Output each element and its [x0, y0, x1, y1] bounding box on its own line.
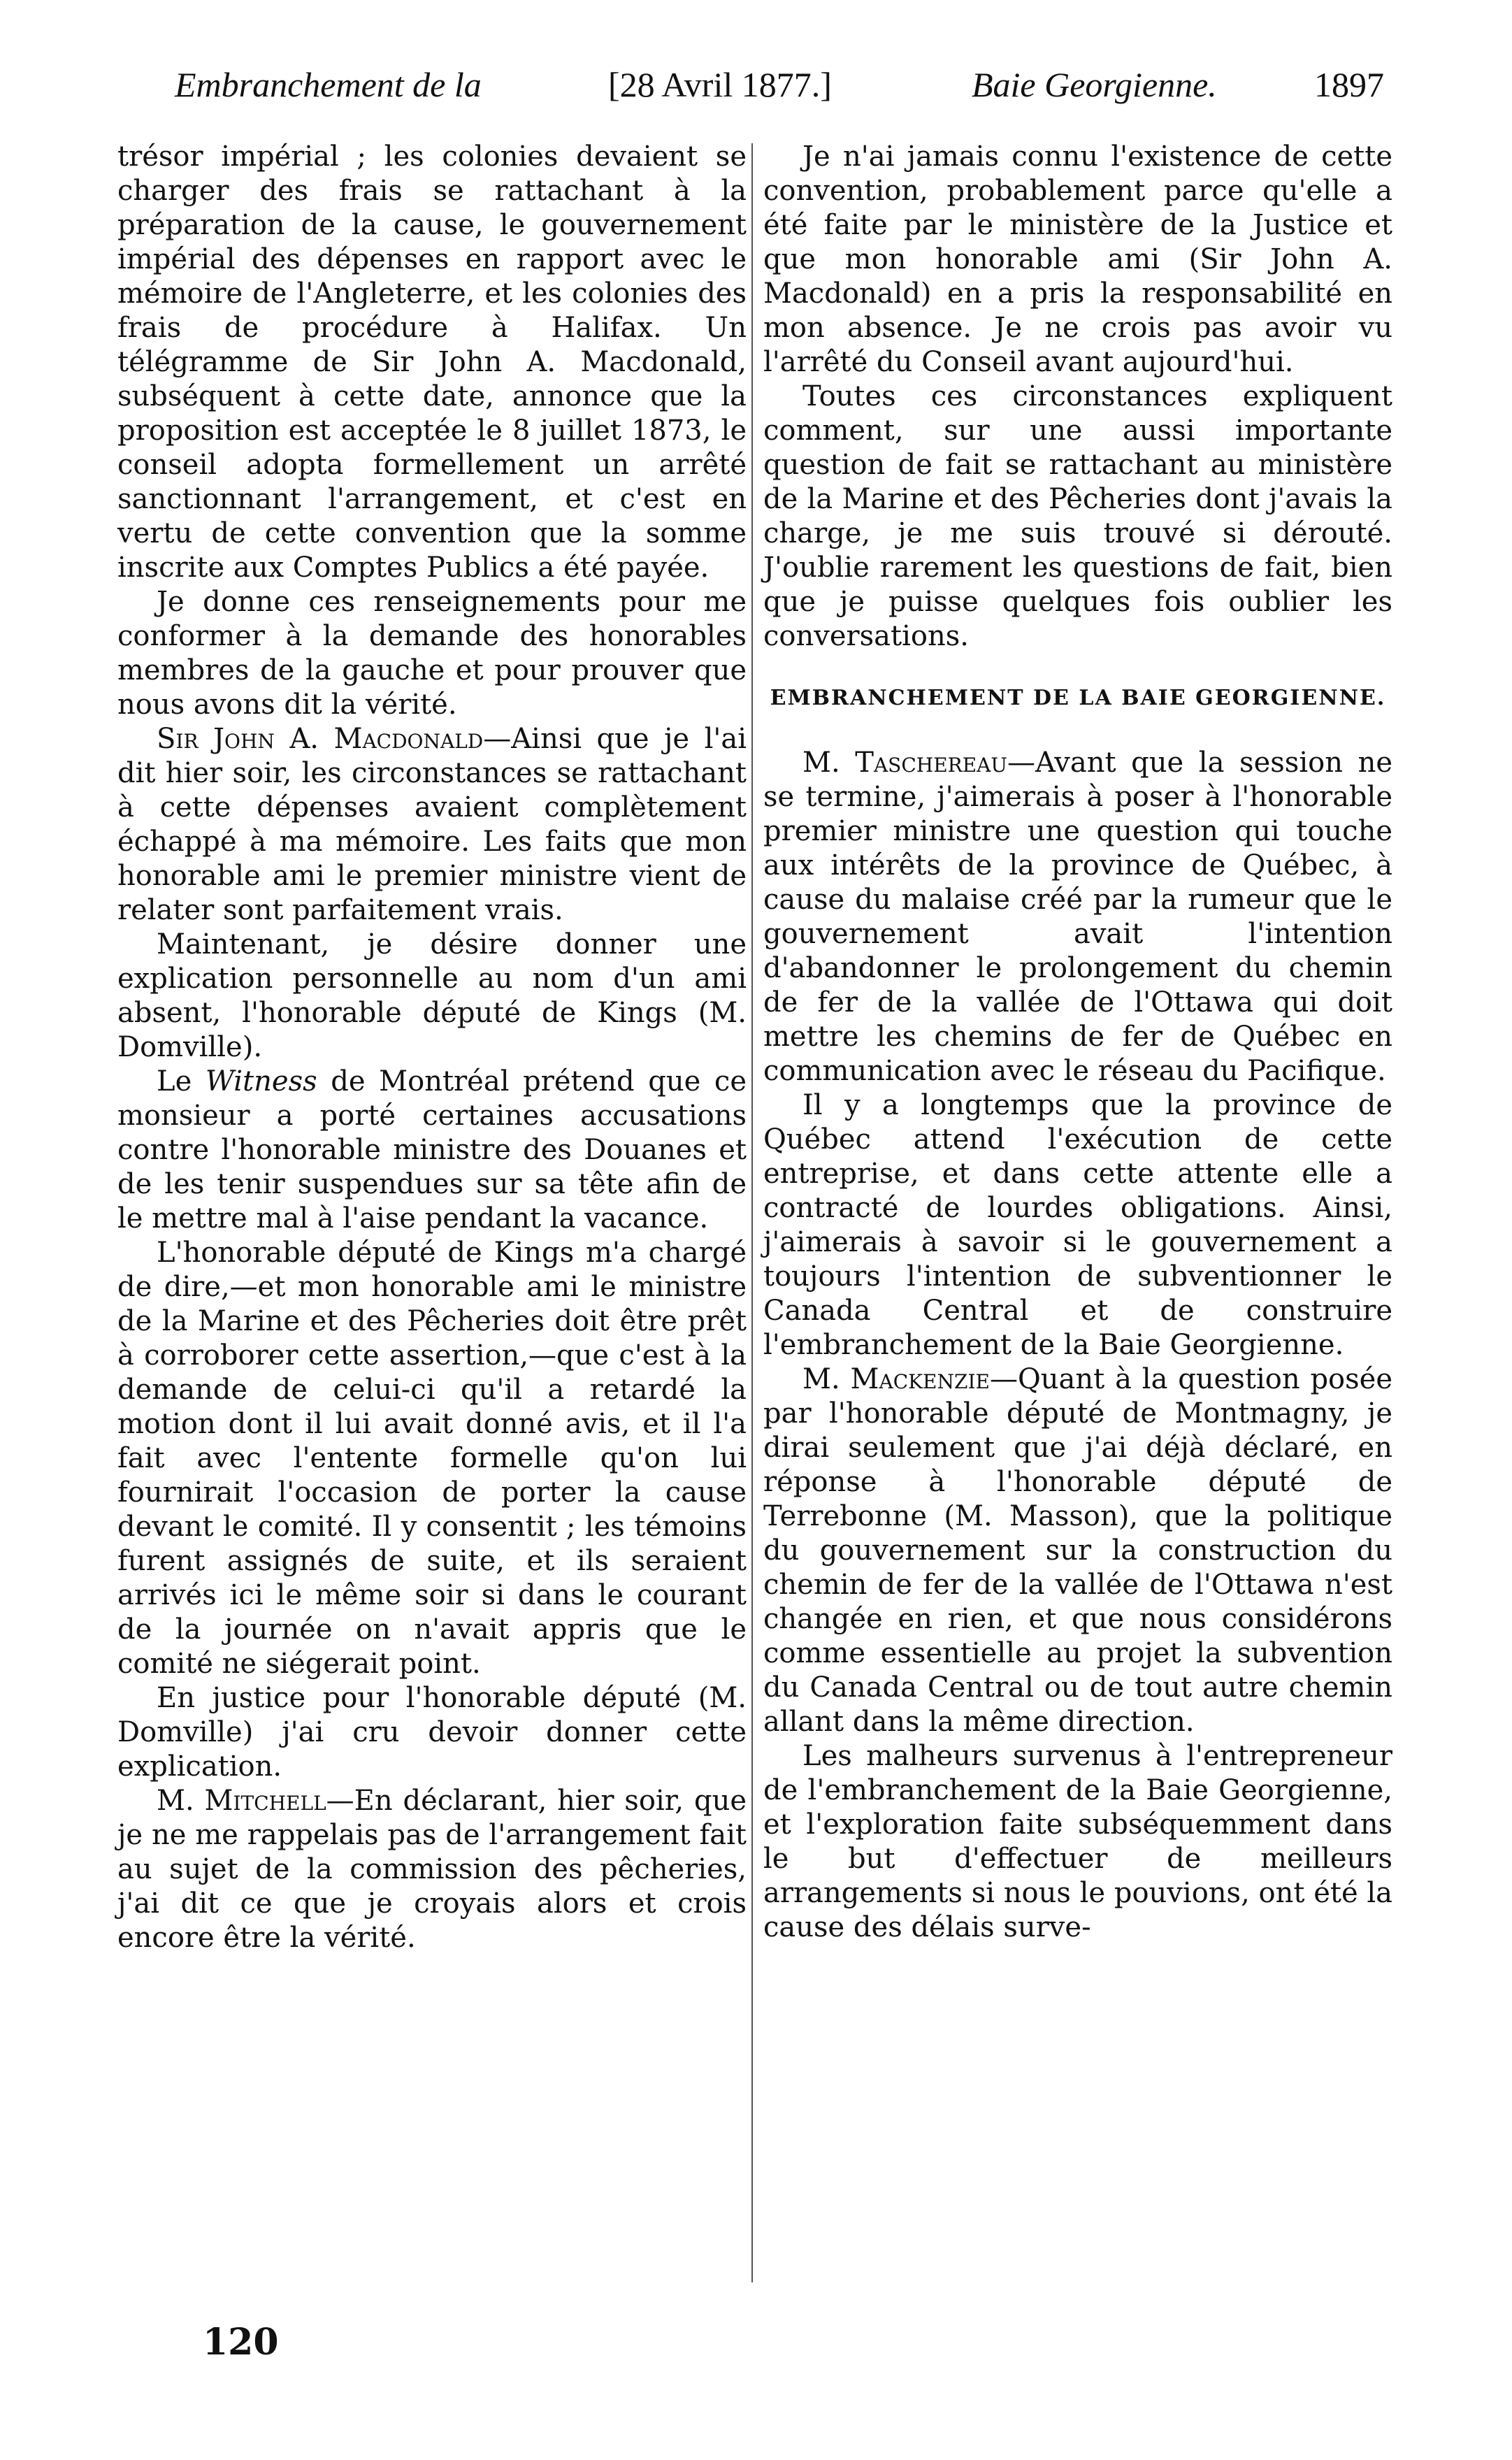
newspaper-title: Witness: [205, 1065, 317, 1098]
speech-text: —Quant à la question posée par l'honorable député de Montmagny, je dirai seulement que j'ai déjà déclaré, en réponse à l'honorable député de Terrebonne (M. Masson), que la politique du gouvernement sur la construction du chemin de fer de la vallée de l'Ottawa n'est changée en rien, et que nous considérons comme essentielle au projet la subvention du Canada Central ou de tout autre chemin allant dans la même direction.: [763, 1363, 1393, 1738]
header-left-title: Embranchement de la: [175, 65, 482, 104]
section-heading: EMBRANCHEMENT DE LA BAIE GEORGIENNE.: [770, 686, 1386, 710]
page-header: [175, 64, 1384, 120]
right-paragraph-2: Toutes ces circonstances expliquent comment, sur une aussi importante question de fait se rattachant au ministère de la Marine et des Pêcheries dont j'avais la charge, je me suis trouvé si dérouté. J'oublie rarement les questions de fait, bien que je puisse quelques fois oublier les conversations.: [763, 380, 1392, 652]
left-paragraph-7: En justice pour l'honorable député (M. Domville) j'ai cru devoir donner cette explication.: [117, 1682, 747, 1783]
left-paragraph-1: trésor impérial ; les colonies devaient se charger des frais se rattachant à la préparation de la cause, le gouvernement impérial des dépenses en rapport avec le mémoire de l'Angleterre, et les colonies des frais de procédure à Halifax. Un télégramme de Sir John A. Macdonald, subséquent à cette date, annonce que la proposition est acceptée le 8 juillet 1873, le conseil adopta formellement un arrêté sanctionnant l'arrangement, et c'est en vertu de cette convention que la somme inscrite aux Comptes Publics a été payée.: [117, 141, 747, 584]
signature-mark: 120: [203, 2321, 279, 2364]
right-paragraph-4: Il y a longtemps que la province de Québec attend l'exécution de cette entreprise, et dans cette attente elle a contracté de lourdes obligations. Ainsi, j'aimerais à savoir si le gouvernement a toujours l'intention de subventionner le Canada Central et de construire l'embranchement de la Baie Georgienne.: [763, 1089, 1392, 1361]
right-paragraph-6: Les malheurs survenus à l'entrepreneur de l'embranchement de la Baie Georgienne, et l'exploration faite subséquemment dans le but d'effectuer de meilleurs arrangements si nous le pouvions, ont été la cause des délais surve-: [763, 1740, 1392, 1943]
right-column: [763, 140, 1392, 1945]
speaker-name: M. Mitchell: [157, 1785, 326, 1817]
header-date: [28 Avril 1877.]: [608, 65, 832, 104]
speech-text: —Ainsi que je l'ai dit hier soir, les circonstances se rattachant à cette dépenses avaient complètement échappé à ma mémoire. Les faits que mon honorable ami le premier ministre vient de relater sont parfaitement vrais.: [117, 723, 747, 926]
column-divider: [751, 143, 753, 2282]
page-number: 1897: [1314, 65, 1384, 104]
speaker-name: M. Mackenzie: [802, 1363, 990, 1395]
speaker-name: Sir John A. Macdonald: [157, 723, 484, 755]
left-paragraph-5: [117, 1065, 747, 1236]
right-paragraph-5: [763, 1362, 1392, 1739]
left-column: [117, 140, 747, 1955]
right-paragraph-3: [763, 746, 1392, 1088]
left-paragraph-4: Maintenant, je désire donner une explication personnelle au nom d'un ami absent, l'honorable député de Kings (M. Domville).: [117, 928, 747, 1063]
speech-text: —Avant que la session ne se termine, j'aimerais à poser à l'honorable premier ministre une question qui touche aux intérêts de la province de Québec, à cause du malaise créé par la rumeur que le gouvernement avait l'intention d'abandonner le prolongement du chemin de fer de la vallée de l'Ottawa qui doit mettre les chemins de fer de Québec en communication avec le réseau du Pacifique.: [763, 747, 1392, 1087]
left-paragraph-3: [117, 722, 747, 928]
header-right-title: Baie Georgienne.: [972, 65, 1217, 104]
left-paragraph-8: [117, 1784, 747, 1955]
right-paragraph-1: Je n'ai jamais connu l'existence de cette convention, probablement parce qu'elle a été faite par le ministère de la Justice et que mon honorable ami (Sir John A. Macdonald) en a pris la responsabilité en mon absence. Je ne crois pas avoir vu l'arrêté du Conseil avant aujourd'hui.: [763, 141, 1392, 378]
left-paragraph-6: L'honorable député de Kings m'a chargé de dire,—et mon honorable ami le ministre de la Marine et des Pêcheries doit être prêt à corroborer cette assertion,—que c'est à la demande de celui-ci qu'il a retardé la motion dont il lui avait donné avis, et il l'a fait avec l'entente formelle qu'on lui fournirait l'occasion de porter la cause devant le comité. Il y consentit ; les témoins furent assignés de suite, et ils seraient arrivés ici le même soir si dans le courant de la journée on n'avait appris que le comité ne siégerait point.: [117, 1237, 747, 1680]
speaker-name: M. Taschereau: [802, 747, 1007, 779]
text-fragment: Le: [157, 1065, 206, 1098]
left-paragraph-2: Je donne ces renseignements pour me conformer à la demande des honorables membres de la gauche et pour prouver que nous avons dit la vérité.: [117, 586, 747, 721]
speech-text: —En déclarant, hier soir, que je ne me rappelais pas de l'arrangement fait au sujet de la commission des pêcheries, j'ai dit ce que je croyais alors et crois encore être la vérité.: [117, 1785, 747, 1954]
text-fragment: de Montréal prétend que ce monsieur a porté certaines accusations contre l'honorable ministre des Douanes et de les tenir suspendues sur sa tête afin de le mettre mal à l'aise pendant la vacance.: [117, 1065, 747, 1235]
